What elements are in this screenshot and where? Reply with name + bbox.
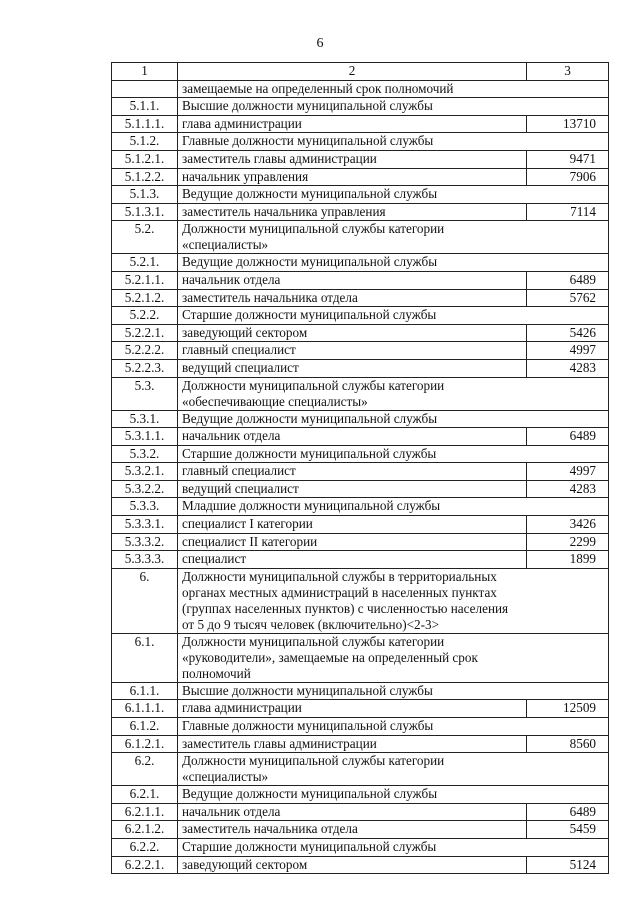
position-name: заместитель главы администрации (178, 735, 527, 753)
page-number: 6 (316, 36, 324, 51)
table-row (112, 115, 609, 133)
salary-value (527, 186, 609, 204)
position-name: Должности муниципальной службы категории «специалисты» (178, 221, 527, 254)
row-number: 6.2.1. (112, 786, 178, 804)
row-number: 6.1.2. (112, 718, 178, 736)
salary-value: 3426 (527, 516, 609, 534)
table-row (112, 80, 609, 98)
table-row (112, 551, 609, 569)
salary-value: 6489 (527, 271, 609, 289)
row-number (112, 80, 178, 98)
row-number: 6.2.1.1. (112, 803, 178, 821)
salary-value (527, 839, 609, 857)
table-row (112, 307, 609, 325)
row-number: 6.1.2.1. (112, 735, 178, 753)
table-row (112, 735, 609, 753)
row-number: 5.2.2.3. (112, 359, 178, 377)
row-number: 6.2.2.1. (112, 856, 178, 874)
salary-value (527, 80, 609, 98)
row-number: 6.1.1. (112, 682, 178, 700)
table-row (112, 533, 609, 551)
table-row (112, 359, 609, 377)
table-row (112, 254, 609, 272)
position-name: начальник отдела (178, 428, 527, 446)
row-number: 6.1. (112, 633, 178, 682)
position-name: специалист (178, 551, 527, 569)
table-row (112, 516, 609, 534)
row-number: 5.1.1. (112, 98, 178, 116)
table-row (112, 786, 609, 804)
position-name: заместитель главы администрации (178, 150, 527, 168)
position-name: Старшие должности муниципальной службы (178, 445, 527, 463)
salary-value (527, 498, 609, 516)
salary-value: 5124 (527, 856, 609, 874)
row-number: 6.2.2. (112, 839, 178, 857)
row-number: 5.3.1. (112, 410, 178, 428)
table-row (112, 568, 609, 633)
table-row (112, 342, 609, 360)
salary-value (527, 568, 609, 633)
position-name: Должности муниципальной службы категории «специалисты» (178, 753, 527, 786)
salary-value (527, 133, 609, 151)
position-name: Должности муниципальной службы категории «обеспечивающие специалисты» (178, 377, 527, 410)
position-name: Ведущие должности муниципальной службы (178, 186, 527, 204)
position-name: ведущий специалист (178, 359, 527, 377)
salary-value: 4283 (527, 480, 609, 498)
table-body (112, 80, 609, 874)
position-name: Высшие должности муниципальной службы (178, 682, 527, 700)
row-number: 5.3.3.3. (112, 551, 178, 569)
row-number: 5.2.2.2. (112, 342, 178, 360)
position-name: Ведущие должности муниципальной службы (178, 254, 527, 272)
header-col-1: 1 (112, 63, 178, 81)
table-row (112, 377, 609, 410)
table-row (112, 324, 609, 342)
table-row (112, 480, 609, 498)
salary-value: 4997 (527, 342, 609, 360)
row-number: 5.3.2.2. (112, 480, 178, 498)
salary-value (527, 307, 609, 325)
row-number: 5.2.1. (112, 254, 178, 272)
row-number: 5.3.2. (112, 445, 178, 463)
position-name: специалист I категории (178, 516, 527, 534)
salary-value (527, 753, 609, 786)
salary-value (527, 410, 609, 428)
salary-value (527, 98, 609, 116)
position-name: Ведущие должности муниципальной службы (178, 410, 527, 428)
salary-value: 5459 (527, 821, 609, 839)
position-name: специалист II категории (178, 533, 527, 551)
position-name: Старшие должности муниципальной службы (178, 839, 527, 857)
salary-table (111, 62, 609, 874)
table-row (112, 98, 609, 116)
header-col-2: 2 (178, 63, 527, 81)
position-name: Главные должности муниципальной службы (178, 718, 527, 736)
table-row (112, 133, 609, 151)
row-number: 6.1.1.1. (112, 700, 178, 718)
row-number: 6.2.1.2. (112, 821, 178, 839)
table-row (112, 271, 609, 289)
position-name: замещаемые на определенный срок полномочий (178, 80, 527, 98)
row-number: 5.2.1.2. (112, 289, 178, 307)
row-number: 5.2.2. (112, 307, 178, 325)
position-name: Должности муниципальной службы в территориальных органах местных администраций в населенных пунктах (группах населенных пунктов) с численностью населения от 5 до 9 тысяч человек (включительно)<2-3> (178, 568, 527, 633)
header-col-3: 3 (527, 63, 609, 81)
table-row (112, 445, 609, 463)
salary-value (527, 786, 609, 804)
salary-value (527, 221, 609, 254)
row-number: 6. (112, 568, 178, 633)
table-row (112, 633, 609, 682)
position-name: Младшие должности муниципальной службы (178, 498, 527, 516)
position-name: глава администрации (178, 115, 527, 133)
salary-value (527, 377, 609, 410)
table-row (112, 700, 609, 718)
position-name: Главные должности муниципальной службы (178, 133, 527, 151)
row-number: 5.3.3. (112, 498, 178, 516)
position-name: заместитель начальника отдела (178, 289, 527, 307)
table-row (112, 839, 609, 857)
row-number: 5.2.2.1. (112, 324, 178, 342)
salary-value: 5426 (527, 324, 609, 342)
position-name: главный специалист (178, 463, 527, 481)
position-name: начальник отдела (178, 803, 527, 821)
row-number: 5.3. (112, 377, 178, 410)
salary-value (527, 682, 609, 700)
position-name: глава администрации (178, 700, 527, 718)
position-name: заместитель начальника управления (178, 203, 527, 221)
row-number: 5.3.2.1. (112, 463, 178, 481)
position-name: заведующий сектором (178, 324, 527, 342)
position-name: Ведущие должности муниципальной службы (178, 786, 527, 804)
position-name: заведующий сектором (178, 856, 527, 874)
salary-value: 1899 (527, 551, 609, 569)
position-name: Высшие должности муниципальной службы (178, 98, 527, 116)
table-row (112, 753, 609, 786)
table-row (112, 682, 609, 700)
position-name: начальник отдела (178, 271, 527, 289)
table-row (112, 203, 609, 221)
salary-value: 7906 (527, 168, 609, 186)
salary-value (527, 633, 609, 682)
row-number: 5.1.3.1. (112, 203, 178, 221)
table-row (112, 186, 609, 204)
position-name: начальник управления (178, 168, 527, 186)
salary-value: 6489 (527, 803, 609, 821)
table-row (112, 221, 609, 254)
table-row (112, 821, 609, 839)
table-row (112, 803, 609, 821)
salary-value: 7114 (527, 203, 609, 221)
row-number: 5.3.3.2. (112, 533, 178, 551)
table-row (112, 498, 609, 516)
salary-value (527, 445, 609, 463)
row-number: 6.2. (112, 753, 178, 786)
table-row (112, 428, 609, 446)
salary-value: 2299 (527, 533, 609, 551)
row-number: 5.1.2.1. (112, 150, 178, 168)
row-number: 5.1.2. (112, 133, 178, 151)
position-name: главный специалист (178, 342, 527, 360)
salary-value (527, 718, 609, 736)
table-row (112, 150, 609, 168)
salary-value: 4997 (527, 463, 609, 481)
table-row (112, 410, 609, 428)
table-row (112, 463, 609, 481)
table-row (112, 718, 609, 736)
position-name: Старшие должности муниципальной службы (178, 307, 527, 325)
table-row (112, 289, 609, 307)
salary-value: 5762 (527, 289, 609, 307)
salary-value: 12509 (527, 700, 609, 718)
header-row (112, 63, 609, 81)
salary-value: 6489 (527, 428, 609, 446)
salary-value: 9471 (527, 150, 609, 168)
salary-value: 8560 (527, 735, 609, 753)
row-number: 5.1.3. (112, 186, 178, 204)
row-number: 5.1.2.2. (112, 168, 178, 186)
row-number: 5.3.1.1. (112, 428, 178, 446)
salary-value (527, 254, 609, 272)
salary-value: 4283 (527, 359, 609, 377)
position-name: Должности муниципальной службы категории «руководители», замещаемые на определенный срок полномочий (178, 633, 527, 682)
table-row (112, 856, 609, 874)
position-name: ведущий специалист (178, 480, 527, 498)
salary-value: 13710 (527, 115, 609, 133)
row-number: 5.1.1.1. (112, 115, 178, 133)
table-row (112, 168, 609, 186)
row-number: 5.2. (112, 221, 178, 254)
row-number: 5.2.1.1. (112, 271, 178, 289)
position-name: заместитель начальника отдела (178, 821, 527, 839)
row-number: 5.3.3.1. (112, 516, 178, 534)
